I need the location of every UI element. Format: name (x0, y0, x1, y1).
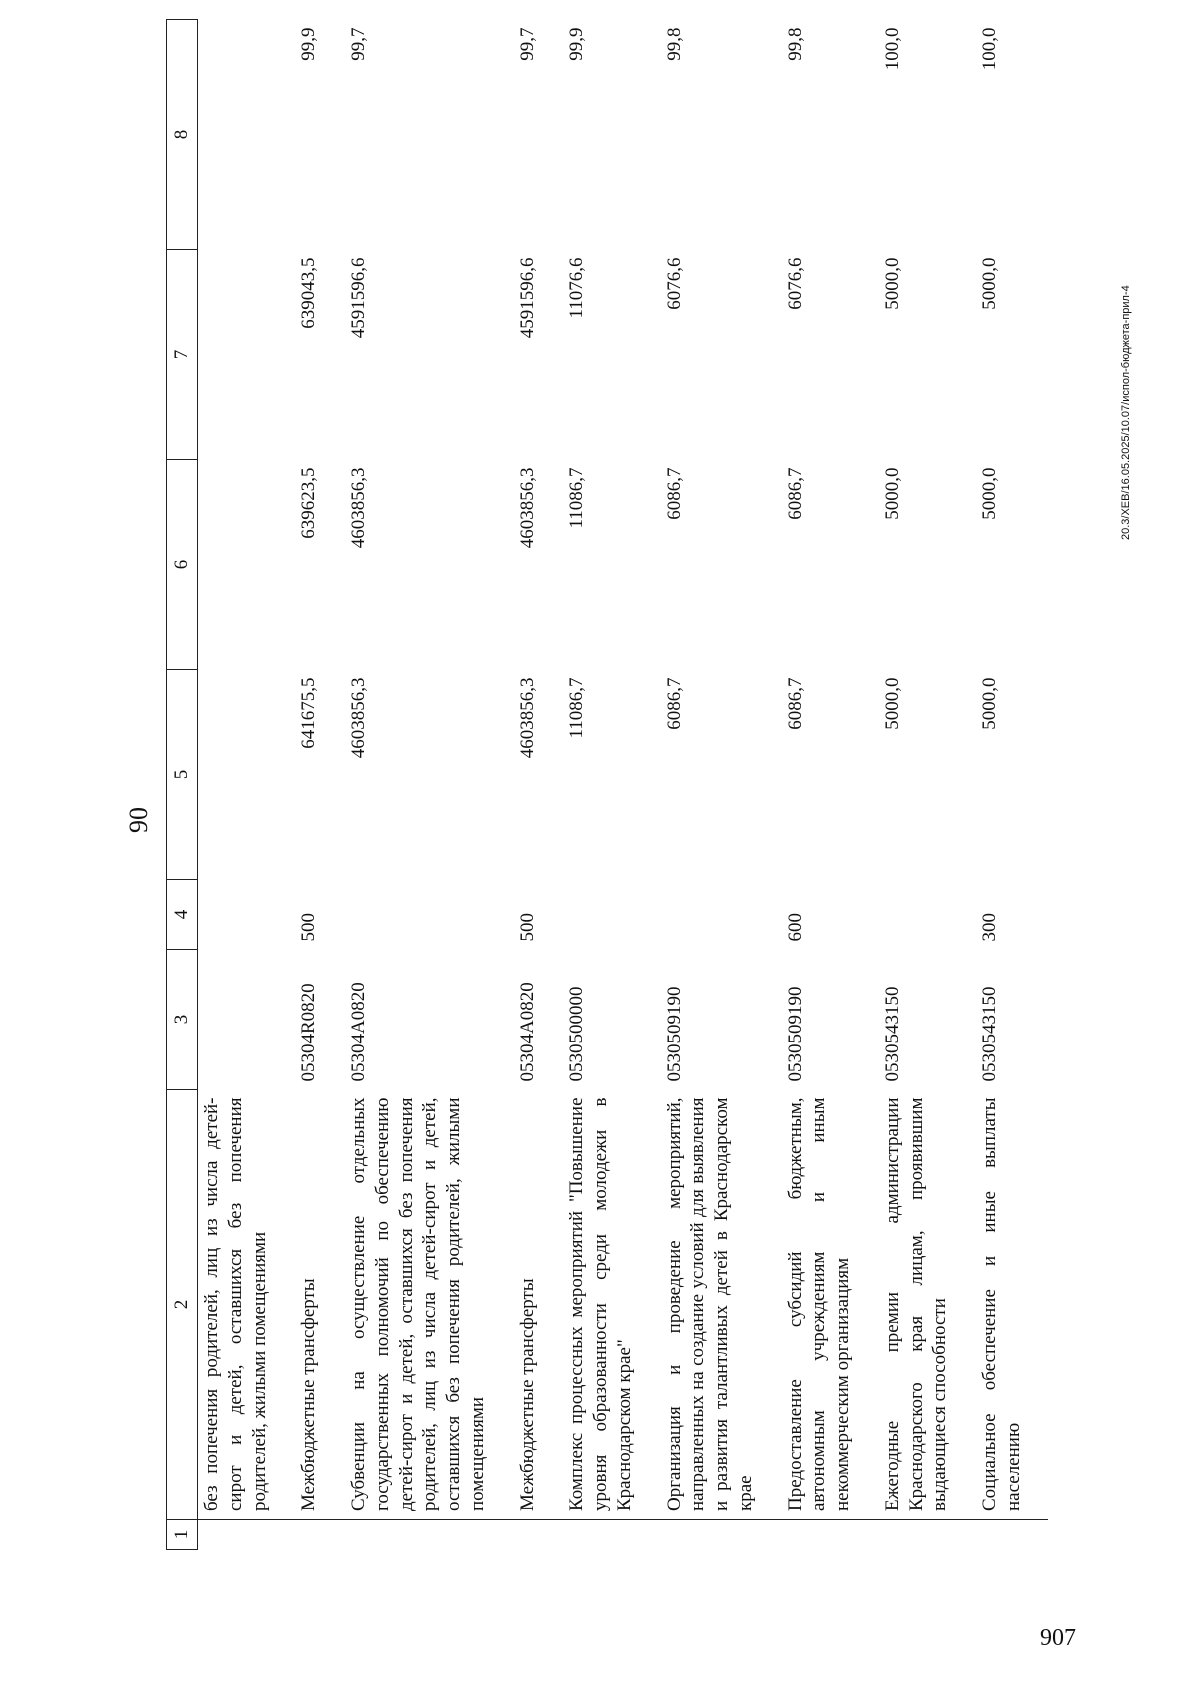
column-header: 4 (167, 880, 198, 950)
row-value-7: 6076,6 (663, 257, 685, 310)
row-name: Межбюджетные трансферты (516, 1278, 538, 1511)
table-row (293, 20, 343, 1550)
table-row (512, 20, 562, 1550)
row-name: без попечения родителей, лиц из числа детей-сирот и детей, оставшихся без попечения родителей, жилыми помещениями (201, 1097, 270, 1511)
row-value-7: 5000,0 (881, 257, 903, 310)
row-value-7: 4591596,6 (516, 257, 538, 339)
row-value-5: 6086,7 (663, 677, 685, 730)
row-code: 05304R0820 (298, 983, 320, 1082)
row-code: 05304A0820 (348, 982, 369, 1082)
row-index-cell (198, 1520, 294, 1550)
row-code: 0530509190 (663, 986, 685, 1082)
row-name: Социальное обеспечение и иные выплаты населению (979, 1097, 1024, 1511)
row-type: 300 (979, 913, 1000, 942)
row-value-6: 4603856,3 (348, 467, 369, 549)
row-value-5: 4603856,3 (348, 677, 369, 759)
page-number: 90 (124, 807, 153, 833)
row-value-8: 100,0 (979, 27, 1000, 71)
row-name: Предоставление субсидий бюджетным, автономным учреждениям и иным некоммерческим организациям (784, 1097, 853, 1511)
row-value-7: 639043,5 (298, 257, 320, 329)
row-name: Комплекс процессных мероприятий "Повышение уровня образованности среди молодежи в Краснодарском крае" (566, 1097, 635, 1511)
row-type (198, 880, 294, 950)
row-value-8: 99,7 (348, 27, 369, 61)
row-type: 500 (516, 913, 538, 942)
row-value-6: 11086,7 (566, 467, 588, 529)
row-name: Организация и проведение мероприятий, направленных на создание условий для выявления и развития талантливых детей в Краснодарском крае (663, 1097, 756, 1511)
row-value-7: 6076,6 (784, 257, 806, 310)
column-header-row (167, 20, 198, 1550)
row-index-cell (293, 1520, 343, 1550)
row-value-5: 641675,5 (298, 677, 320, 749)
row-name: Межбюджетные трансферты (298, 1278, 320, 1511)
column-header: 6 (167, 460, 198, 670)
row-value-6: 6086,7 (663, 467, 685, 520)
row-value-6: 4603856,3 (516, 467, 538, 549)
row-value-5: 4603856,3 (516, 677, 538, 759)
row-type (561, 880, 658, 950)
row-value-6: 6086,7 (784, 467, 806, 520)
row-value-6: 639623,5 (298, 467, 320, 539)
column-header: 8 (167, 20, 198, 250)
table-row (659, 20, 780, 1550)
row-value-8 (198, 20, 294, 250)
row-value-6 (198, 460, 294, 670)
row-value-5: 5000,0 (979, 677, 1000, 730)
row-value-5: 5000,0 (881, 677, 903, 730)
row-code: 0530543150 (979, 986, 1000, 1082)
row-type: 600 (784, 913, 806, 942)
table-row (974, 20, 1048, 1550)
row-value-6: 5000,0 (979, 467, 1000, 520)
row-value-5 (198, 670, 294, 880)
row-value-8: 99,7 (516, 27, 538, 61)
row-type: 500 (298, 913, 320, 942)
row-type (343, 880, 512, 950)
footer-note: 20.3/ХЕВ/16.05.2025/10.07/испол-бюджета-прил-4 (1120, 285, 1132, 540)
rotated-page (110, 10, 1132, 1550)
column-header: 2 (167, 1090, 198, 1520)
row-value-7 (198, 250, 294, 460)
row-value-7: 4591596,6 (348, 257, 369, 339)
table-row (780, 20, 877, 1550)
row-index-cell (877, 1520, 974, 1550)
budget-table (166, 19, 1048, 1550)
row-value-5: 11086,7 (566, 677, 588, 739)
row-name: Субвенции на осуществление отдельных государственных полномочий по обеспечению детей-сирот и детей, оставшихся без попечения родителей, лиц из числа детей-сирот и детей, оставшихся без попечения родителей, жилыми помещениями (348, 1097, 488, 1511)
row-value-8: 99,8 (784, 27, 806, 61)
row-code: 05304A0820 (516, 982, 538, 1082)
row-value-5: 6086,7 (784, 677, 806, 730)
row-type (659, 880, 780, 950)
row-index-cell (780, 1520, 877, 1550)
row-type (877, 880, 974, 950)
column-header: 5 (167, 670, 198, 880)
table-row (561, 20, 658, 1550)
column-header: 1 (167, 1520, 198, 1550)
row-code (198, 950, 294, 1090)
column-header: 7 (167, 250, 198, 460)
column-header: 3 (167, 950, 198, 1090)
table-row (877, 20, 974, 1550)
row-index-cell (974, 1520, 1048, 1550)
row-index-cell (659, 1520, 780, 1550)
row-index-cell (512, 1520, 562, 1550)
row-code: 0530500000 (566, 986, 588, 1082)
row-value-7: 5000,0 (979, 257, 1000, 310)
row-code: 0530509190 (784, 986, 806, 1082)
row-value-8: 100,0 (881, 27, 903, 71)
outer-page-number: 907 (1040, 1625, 1076, 1651)
table-row (198, 20, 294, 1550)
row-value-7: 11076,6 (566, 257, 588, 319)
table-row (343, 20, 512, 1550)
row-value-8: 99,9 (566, 27, 588, 61)
row-value-6: 5000,0 (881, 467, 903, 520)
row-value-8: 99,8 (663, 27, 685, 61)
row-index-cell (343, 1520, 512, 1550)
row-code: 0530543150 (881, 986, 903, 1082)
row-index-cell (561, 1520, 658, 1550)
row-name: Ежегодные премии администрации Краснодарского края лицам, проявившим выдающиеся способности (881, 1097, 951, 1511)
row-value-8: 99,9 (298, 27, 320, 61)
